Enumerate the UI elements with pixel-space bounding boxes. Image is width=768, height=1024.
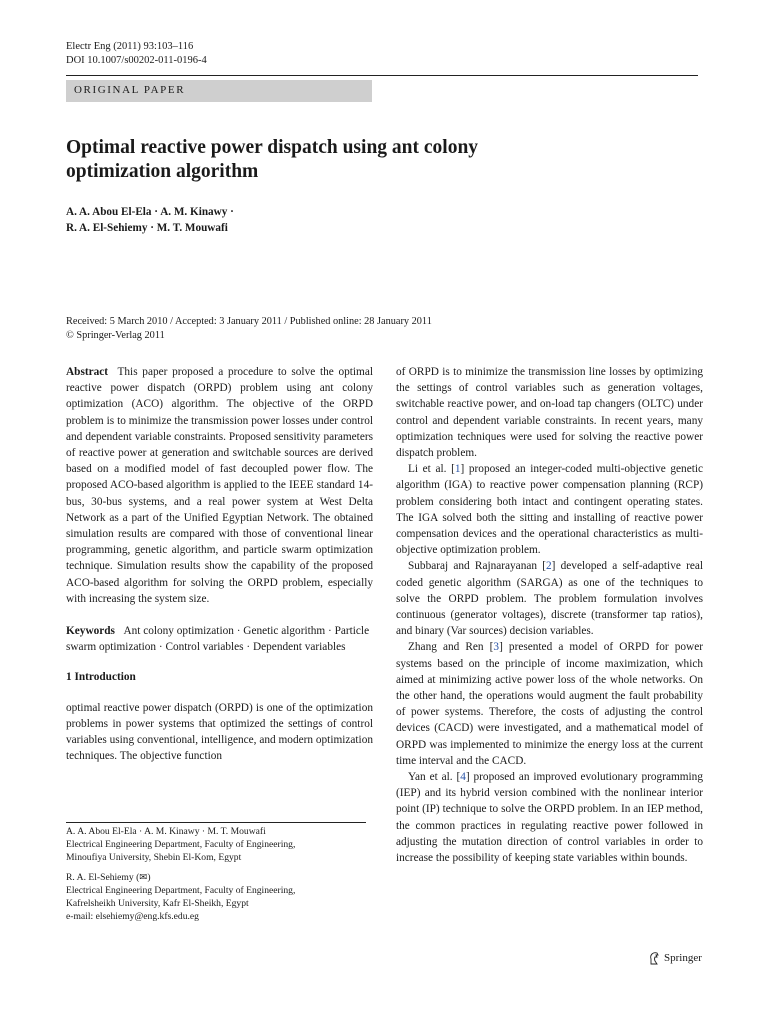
footnote-email: e-mail: elsehiemy@eng.kfs.edu.eg <box>66 910 199 922</box>
footnote-affil-2b: Kafrelsheikh University, Kafr El-Sheikh, Egypt <box>66 897 249 909</box>
para4-lead: Zhang and Ren [ <box>408 641 494 654</box>
springer-horse-icon <box>648 951 660 965</box>
para5-rest: ] proposed an improved evolutionary programming (IEP) and its hybrid version combined with the nonlinear interior point (IP) technique to solve the ORPD problem. In an IEP method, the common practices in regulating reactive power followed in adjusting the mutation direction of control variables in order to increase the possibility of keeping state variables within bounds. <box>396 771 703 865</box>
publisher-name: Springer <box>664 952 702 964</box>
author-list <box>66 204 234 236</box>
abstract <box>66 364 373 607</box>
para3-rest: ] developed a self-adaptive real coded genetic algorithm (SARGA) as one of the techniques to solve the ORPD problem. The problem formulation involves continuous (generator voltages), discrete (transformer tap ratios), and binary (Var sources) decision variables. <box>396 560 703 638</box>
intro-paragraph-1: optimal reactive power dispatch (ORPD) is one of the optimization problems in power systems that optimized the settings of control variables using conventional, intelligence, and modern optimization techniques. The objective function <box>66 701 373 763</box>
journal-citation <box>66 40 207 68</box>
publication-dates <box>66 315 432 343</box>
footnote-affil-1b: Minoufiya University, Shebin El-Kom, Egypt <box>66 851 242 863</box>
publisher-mark <box>648 951 702 965</box>
affiliation-footnotes <box>66 826 386 924</box>
abstract-label: Abstract <box>66 366 109 378</box>
right-paragraph-5 <box>396 769 703 866</box>
right-paragraph-1: of ORPD is to minimize the transmission line losses by optimizing the settings of control variables such as generation voltages, switchable reactive power, and on-load tap changers (OLTC) under control and dependent variable constraints. In recent years, many optimization techniques were used for solving the reactive power dispatch problem. <box>396 366 703 460</box>
para5-lead: Yan et al. [ <box>408 771 461 784</box>
citation-link[interactable]: 4 <box>460 771 466 784</box>
citation-link[interactable]: 2 <box>546 560 552 573</box>
journal-line: Electr Eng (2011) 93:103–116 <box>66 41 194 52</box>
received-line: Received: 5 March 2010 / Accepted: 3 January 2011 / Published online: 28 January 2011 <box>66 316 432 327</box>
footnote-affil-2a: Electrical Engineering Department, Faculty of Engineering, <box>66 885 296 897</box>
para3-lead: Subbaraj and Rajnarayanan [ <box>408 560 546 573</box>
citation-link[interactable]: 1 <box>454 463 461 476</box>
para2-lead: Li et al. [ <box>408 463 455 476</box>
header-rule <box>66 75 698 76</box>
section-heading-introduction: 1 Introduction <box>66 671 136 684</box>
keywords-text: Ant colony optimization · Genetic algorithm · Particle swarm optimization · Control variables · Dependent variables <box>66 625 370 654</box>
left-column <box>66 364 373 764</box>
citation-link[interactable]: 3 <box>493 641 500 654</box>
right-paragraph-3 <box>396 558 703 639</box>
keywords-label: Keywords <box>66 625 115 638</box>
footnote-rule <box>66 822 366 823</box>
para4-rest: ] presented a model of ORPD for power systems based on the principle of income maximization, which aimed at minimizing active power loss of the whole networks. On the other hand, the operations would augment the fault probability of power systems. Therefore, the costs of adjusting the control devices (CACD) were investigated, and a mathematical model of ORPD was implemented to minimize the energy loss at the current time interval and the CACD. <box>396 641 703 767</box>
right-column <box>396 364 703 866</box>
footnote-authors-1: A. A. Abou El-Ela · A. M. Kinawy · M. T. Mouwafi <box>66 826 266 837</box>
paper-type-label: ORIGINAL PAPER <box>74 84 186 96</box>
right-paragraph-4 <box>396 639 703 769</box>
para2-rest: ] proposed an integer-coded multi-objective genetic algorithm (IGA) to reactive power compensation planning (RCP) problem considering both intact and contingent operating states. The IGA solved both the sitting and installing of reactive power compensation devices and the operational characteristics as multi-objective optimization problem. <box>396 463 704 557</box>
keywords <box>66 623 373 655</box>
author-line-2: R. A. El-Sehiemy · M. T. Mouwafi <box>66 222 228 234</box>
abstract-text: This paper proposed a procedure to solve the optimal reactive power dispatch (ORPD) problem using ant colony optimization (ACO) algorithm. The objective of the ORPD problem is to minimize the transmission power losses under control and dependent variable constraints. Proposed sensitivity parameters of reactive power at generation and switchable sources are derived based on a modified model of fast decoupled power flow. The proposed ACO-based algorithm is applied to the IEEE standard 14-bus, 30-bus systems, and a real power system at West Delta Network as a part of the Unified Egyptian Network. The obtained simulation results are compared with those of conventional linear programming, genetic algorithm, and particle swarm optimization technique. Simulation results show the capability of the proposed ACO-based algorithm for solving the ORPD problem, especially with increasing the system size. <box>66 366 373 605</box>
paper-type-band <box>66 80 372 102</box>
right-paragraph-2 <box>396 461 703 558</box>
footnote-affil-1a: Electrical Engineering Department, Faculty of Engineering, <box>66 838 296 850</box>
paper-title: Optimal reactive power dispatch using ant colony optimization algorithm <box>66 137 479 182</box>
footnote-author-2: R. A. El-Sehiemy (✉) <box>66 872 151 884</box>
copyright-line: © Springer-Verlag 2011 <box>66 330 165 341</box>
author-line-1: A. A. Abou El-Ela · A. M. Kinawy · <box>66 206 234 218</box>
doi-line: DOI 10.1007/s00202-011-0196-4 <box>66 55 207 66</box>
